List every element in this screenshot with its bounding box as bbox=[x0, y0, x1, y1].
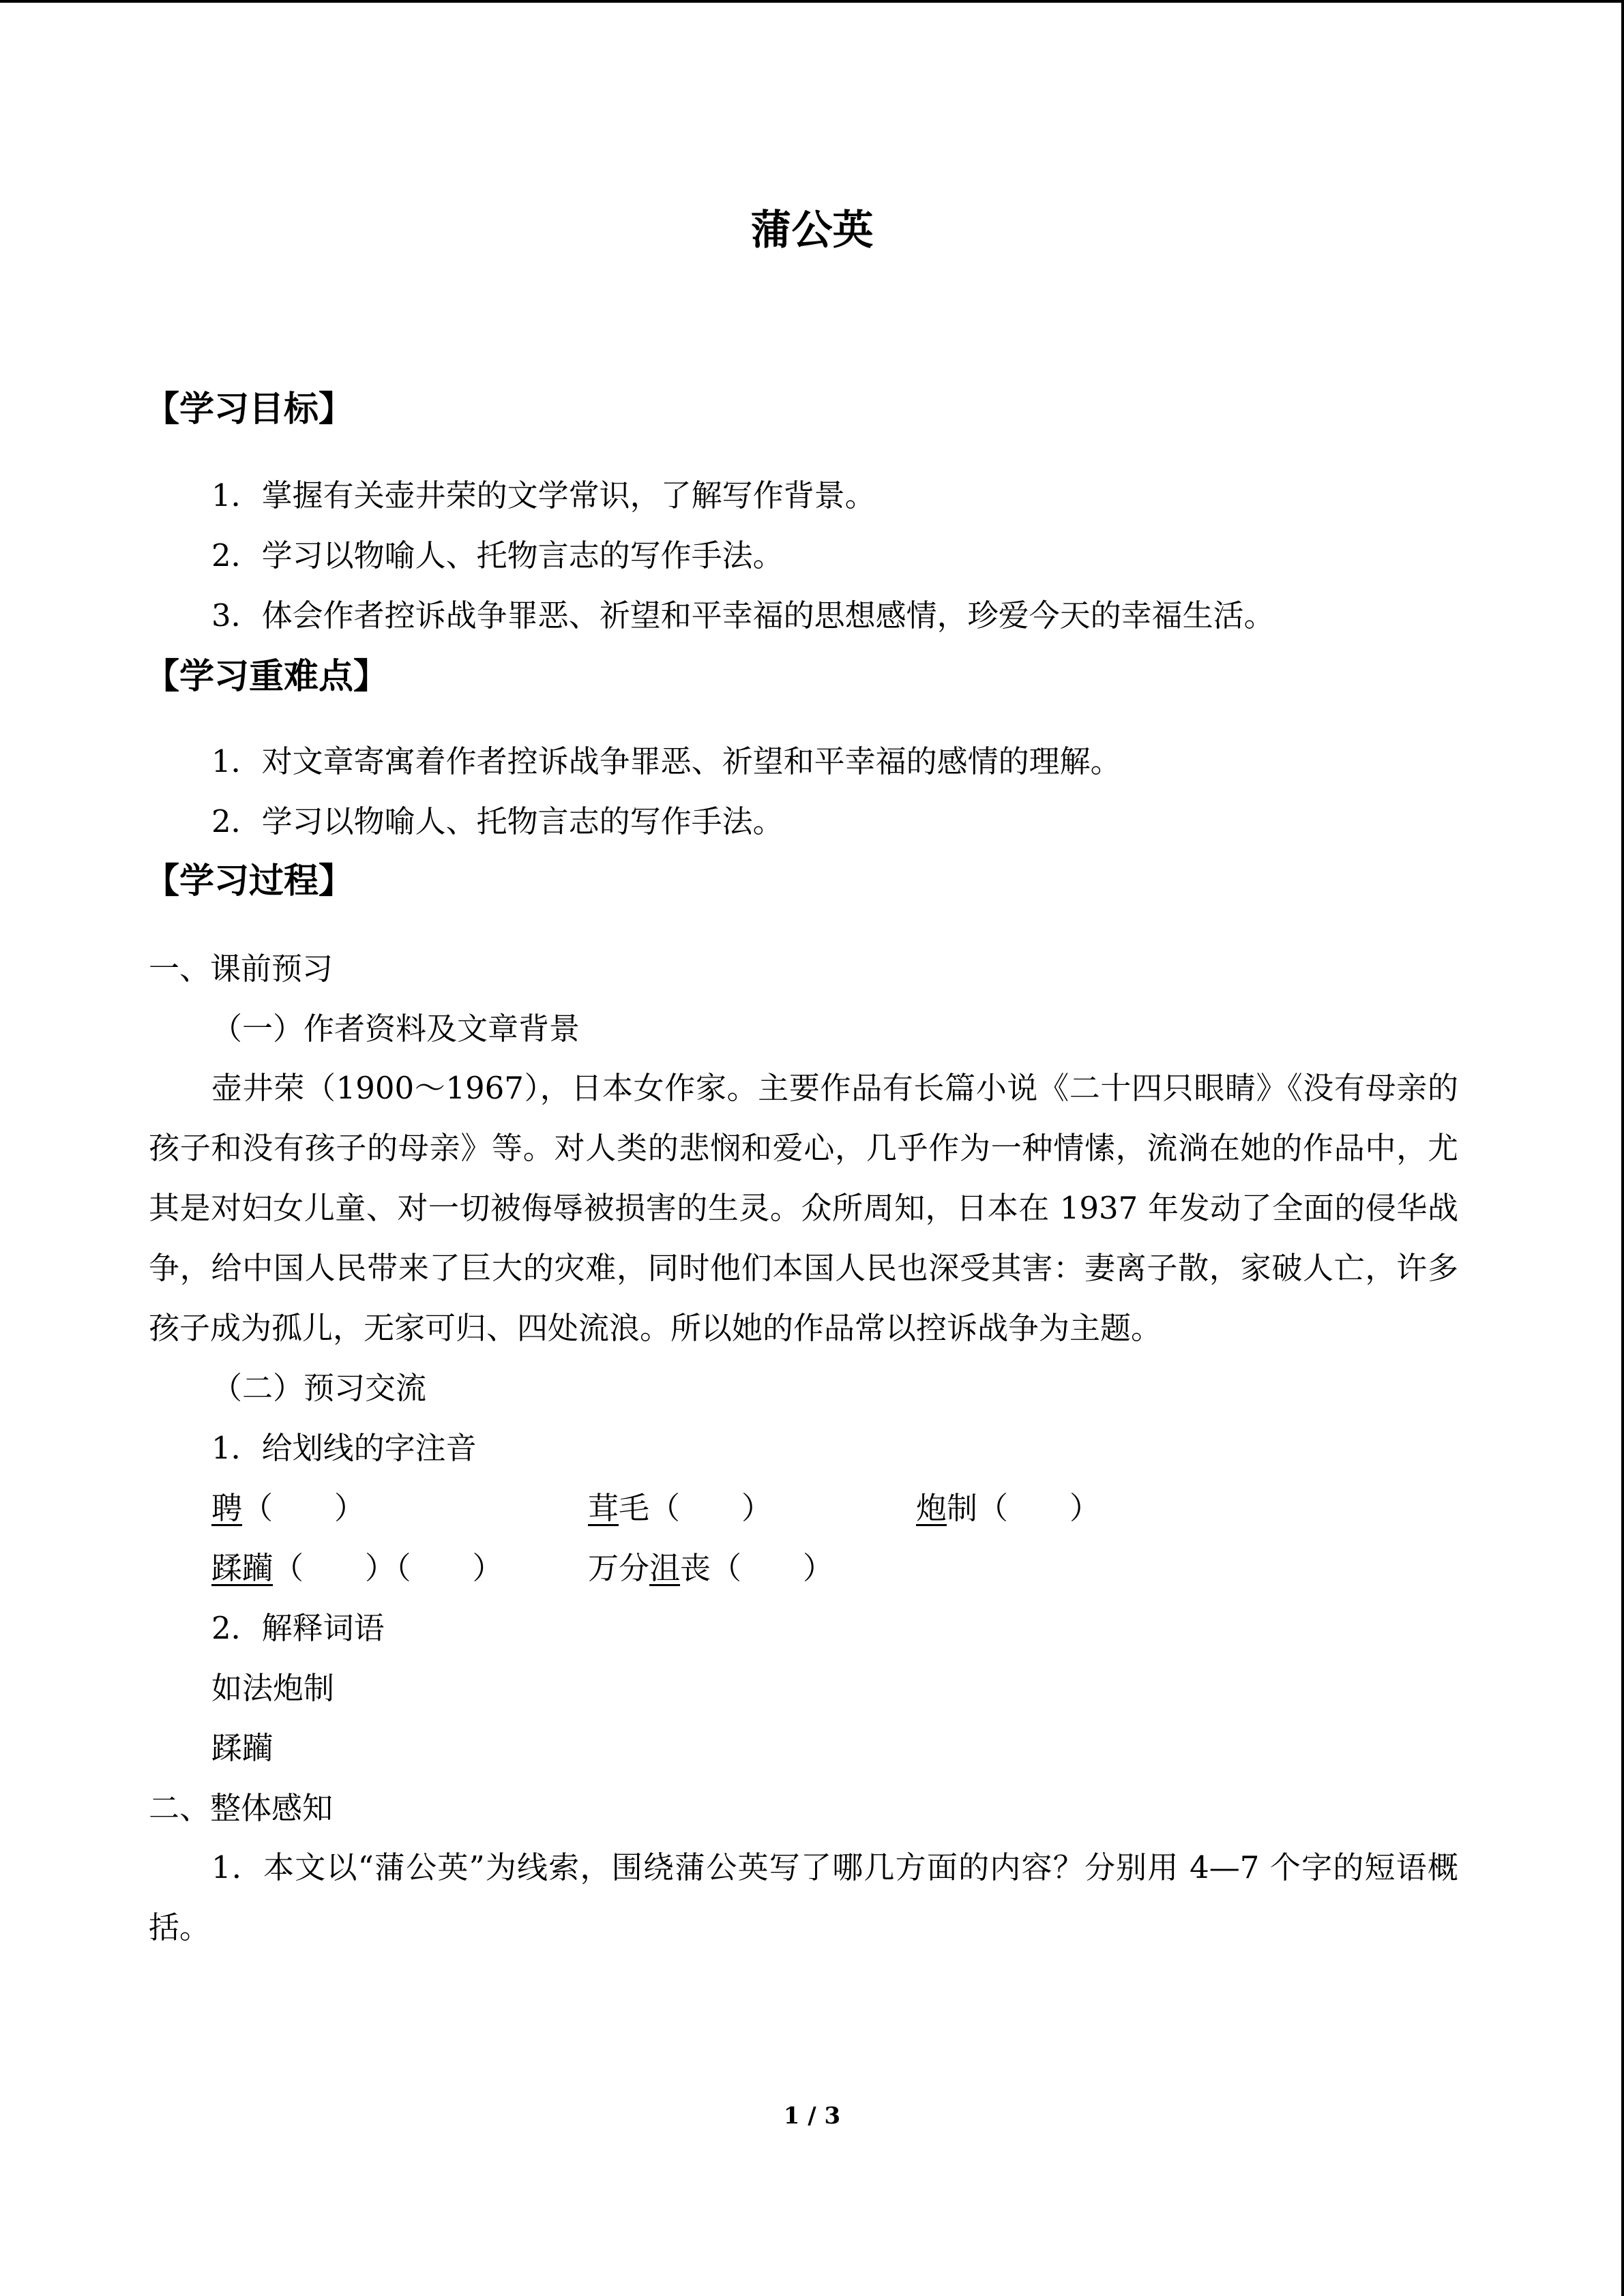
key-points-heading: 【学习重难点】 bbox=[145, 657, 389, 697]
objective-item-2: 2．学习以物喻人、托物言志的写作手法。 bbox=[211, 537, 784, 573]
answer-blank: （ ）（ ） bbox=[273, 1550, 503, 1586]
answer-blank: 毛（ ） bbox=[619, 1490, 773, 1526]
pinyin-word-2 bbox=[588, 1490, 772, 1527]
answer-blank: （ ） bbox=[242, 1490, 366, 1526]
part1-title: 一、课前预习 bbox=[149, 951, 334, 987]
part2-title: 二、整体感知 bbox=[149, 1790, 334, 1826]
underlined-char: 茸 bbox=[588, 1490, 619, 1526]
page-number: 1 / 3 bbox=[783, 2102, 841, 2130]
pinyin-question: 1．给划线的字注音 bbox=[211, 1430, 477, 1466]
term-2: 蹂躏 bbox=[211, 1730, 274, 1766]
pinyin-word-1 bbox=[211, 1490, 365, 1527]
objective-item-1: 1．掌握有关壶井荣的文学常识，了解写作背景。 bbox=[211, 477, 876, 513]
key-point-item-2: 2．学习以物喻人、托物言志的写作手法。 bbox=[211, 803, 784, 839]
part2-question-1: 1．本文以“蒲公英”为线索，围绕蒲公英写了哪几方面的内容？分别用 4—7 个字的短语概括。 bbox=[149, 1849, 1458, 1945]
term-1: 如法炮制 bbox=[211, 1670, 335, 1706]
sub2-title: （二）预习交流 bbox=[211, 1370, 427, 1406]
underlined-char: 蹂躏 bbox=[211, 1550, 274, 1586]
underlined-char: 炮 bbox=[916, 1490, 947, 1526]
answer-blank: 制（ ） bbox=[947, 1490, 1101, 1526]
plain-chars: 万分 bbox=[588, 1550, 650, 1586]
define-terms-question: 2．解释词语 bbox=[211, 1610, 385, 1646]
sub1-title: （一）作者资料及文章背景 bbox=[211, 1011, 580, 1047]
author-background-paragraph: 壶井荣（1900～1967），日本女作家。主要作品有长篇小说《二十四只眼睛》《没有母亲的孩子和没有孩子的母亲》等。对人类的悲悯和爱心，几乎作为一种情愫，流淌在她的作品中，尤其是对妇女儿童、对一切被侮辱被损害的生灵。众所周知，日本在 1937 年发动了全面的侵华战争，给中国人民带来了巨大的灾难，同时他们本国人民也深受其害：妻离子散，家破人亡，许多孩子成为孤儿，无家可归、四处流浪。所以她的作品常以控诉战争为主题。 bbox=[149, 1070, 1458, 1346]
objectives-heading: 【学习目标】 bbox=[145, 389, 354, 430]
page-border-right bbox=[1621, 0, 1624, 2296]
page-border-top bbox=[0, 0, 1624, 3]
objective-item-3: 3．体会作者控诉战争罪恶、祈望和平幸福的思想感情，珍爱今天的幸福生活。 bbox=[211, 597, 1275, 633]
answer-blank: 丧（ ） bbox=[680, 1550, 834, 1586]
process-heading: 【学习过程】 bbox=[145, 861, 354, 901]
key-point-item-1: 1．对文章寄寓着作者控诉战争罪恶、祈望和平幸福的感情的理解。 bbox=[211, 743, 1121, 779]
pinyin-word-4 bbox=[211, 1550, 503, 1587]
underlined-char: 沮 bbox=[649, 1550, 681, 1586]
pinyin-word-3 bbox=[916, 1490, 1100, 1527]
underlined-char: 聘 bbox=[211, 1490, 243, 1526]
page-title: 蒲公英 bbox=[750, 207, 874, 254]
pinyin-word-5 bbox=[588, 1550, 833, 1587]
